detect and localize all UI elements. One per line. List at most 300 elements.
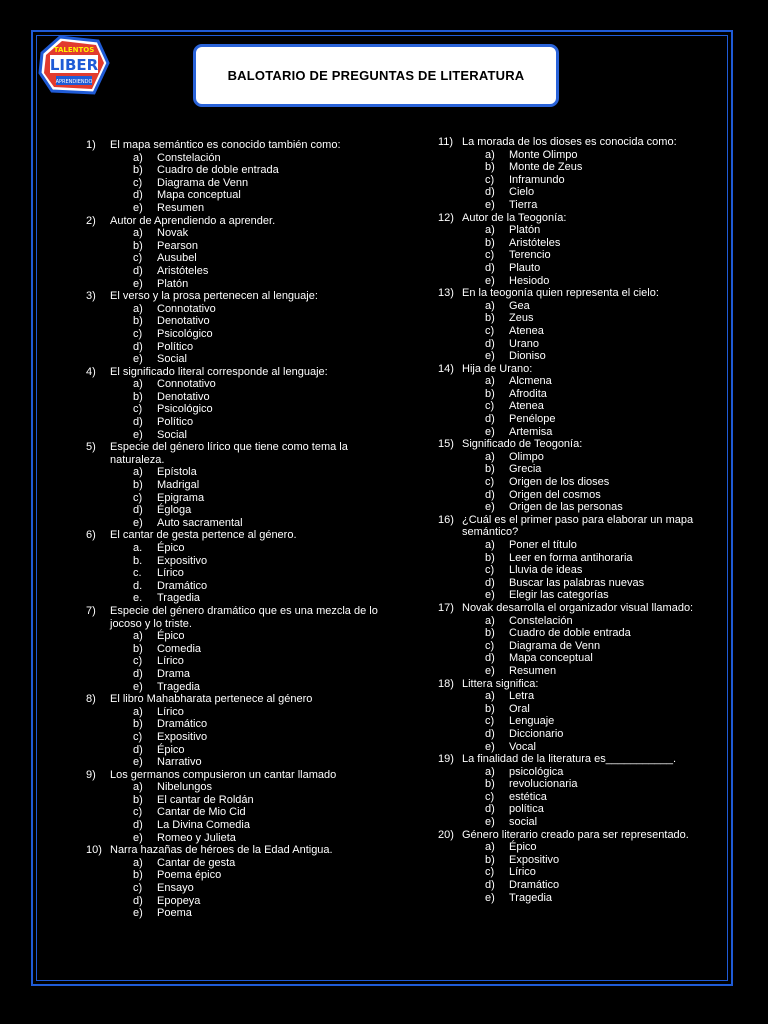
option-letter: e) [485,501,495,514]
answer-option [438,652,738,665]
question-text: El verso y la prosa pertenecen al lenguaje: [110,290,318,303]
option-text: Platón [509,224,541,237]
option-letter: e) [485,589,495,602]
option-text: Tragedia [157,592,201,605]
option-letter: a) [133,856,143,869]
question [86,769,386,782]
answer-option [438,375,738,388]
option-letter: e) [133,353,143,366]
question-text: La morada de los dioses es conocida como: [462,136,677,148]
option-letter: e) [133,277,143,290]
answer-option [86,756,386,769]
answer-option [438,564,738,577]
answer-option [438,703,738,716]
option-text: Poner el título [509,539,577,551]
option-text: Resumen [509,664,557,677]
option-letter: d) [133,667,143,680]
option-text: Épico [157,630,185,643]
answer-option [438,400,738,413]
option-letter: d) [133,894,143,907]
option-text: Terencio [509,249,551,262]
option-letter: b) [133,390,143,403]
option-letter: a) [485,224,495,237]
question-text: Especie del género lírico que tiene como tema la naturaleza. [110,441,348,466]
answer-option [438,640,738,653]
question-number: 10) [86,844,102,857]
answer-option [86,492,386,505]
option-text: psicológica [509,765,564,778]
answer-option [86,177,386,190]
question-text: Novak desarrolla el organizador visual llamado: [462,601,694,614]
option-text: Origen de las personas [509,501,623,514]
option-letter: c) [485,564,495,577]
option-text: Social [157,428,187,441]
answer-option [86,303,386,316]
question-number: 16) [438,513,454,526]
question [438,829,738,842]
option-text: Épico [157,743,185,756]
question-number: 5) [86,441,96,454]
answer-option [86,353,386,366]
option-letter: c) [485,400,495,413]
option-letter: d) [133,416,143,429]
option-text: Monte de Zeus [509,161,583,174]
answer-option [86,806,386,819]
answer-option [86,479,386,492]
option-letter: e) [133,756,143,769]
question-number: 3) [86,290,96,303]
answer-option [438,300,738,313]
answer-option [86,580,386,593]
question-number: 7) [86,604,96,617]
option-letter: b) [485,853,495,866]
option-text: Afrodita [509,387,547,400]
answer-option [438,388,738,401]
option-letter: c) [133,882,143,895]
question [86,290,386,303]
option-text: Inframundo [509,173,565,186]
answer-option [86,655,386,668]
question-text: ¿Cuál es el primer paso para elaborar un mapa semántico? [462,513,694,539]
option-text: Épico [157,542,185,554]
question-text: En la teogonía quien representa el cielo: [462,287,659,300]
option-text: Poema [157,907,192,920]
option-text: Origen del cosmos [509,488,601,501]
option-letter: c) [485,639,495,652]
answer-option [86,378,386,391]
answer-option [438,350,738,363]
option-text: Ausubel [157,252,197,265]
option-letter: c) [485,790,495,803]
option-text: Dramático [509,879,560,892]
option-text: Alcmena [509,375,552,388]
option-letter: d. [133,579,143,592]
option-letter: a) [133,705,143,718]
page-title: BALOTARIO DE PREGUNTAS DE LITERATURA [227,68,525,83]
option-text: Político [157,416,194,429]
option-letter: b. [133,554,143,567]
question-number: 17) [438,601,454,614]
option-text: Cantar de gesta [157,856,236,869]
answer-option [86,252,386,265]
option-letter: c) [485,476,495,489]
question [86,441,386,466]
option-letter: e) [133,907,143,920]
option-text: Urano [509,337,539,350]
svg-text:LIBER: LIBER [49,56,99,74]
svg-text:APRENDIENDO: APRENDIENDO [55,79,93,85]
question-number: 13) [438,287,454,300]
question [438,602,738,615]
option-text: Expositivo [157,554,208,567]
option-text: Buscar las palabras nuevas [509,576,645,589]
answer-option [86,202,386,215]
question [86,215,386,228]
option-text: Olimpo [509,450,544,463]
option-text: Tragedia [509,891,553,904]
option-text: Mapa conceptual [509,652,593,665]
option-letter: d) [485,337,495,350]
answer-option [86,592,386,605]
option-letter: c) [133,327,143,340]
question-text: El libro Mahabharata pertenece al género [110,693,313,706]
option-letter: b) [133,315,143,328]
option-text: Epopeya [157,894,201,907]
option-letter: e) [133,428,143,441]
option-text: Tierra [509,198,538,211]
option-text: Denotativo [157,315,210,328]
option-text: Político [157,340,194,353]
option-letter: b) [133,164,143,177]
option-letter: b) [485,312,495,325]
option-letter: b) [133,793,143,806]
question-number: 19) [438,753,454,766]
question-text: El mapa semántico es conocido también como: [110,139,341,151]
option-letter: a) [485,841,495,854]
question [86,605,386,630]
answer-option [438,589,738,602]
option-letter: a. [133,542,143,554]
question [86,529,386,542]
option-letter: a) [485,299,495,312]
option-letter: a) [133,630,143,643]
option-text: Diccionario [509,727,564,740]
question [438,514,738,539]
option-text: Oral [509,702,530,715]
option-letter: e) [133,831,143,844]
option-text: Monte Olimpo [509,148,578,161]
question [438,363,738,376]
option-text: Auto sacramental [157,516,243,529]
option-letter: d) [485,652,495,665]
option-letter: a) [133,302,143,315]
answer-option [438,778,738,791]
option-text: Plauto [509,261,541,274]
option-text: Lírico [157,567,184,580]
option-text: Poema épico [157,869,222,882]
answer-option [438,489,738,502]
option-text: Cuadro de doble entrada [157,164,279,177]
option-letter: e) [485,425,495,438]
answer-option [438,803,738,816]
answer-option [86,403,386,416]
answer-option [86,341,386,354]
option-text: social [509,816,538,829]
answer-option [438,577,738,590]
option-letter: e) [485,274,495,287]
option-text: Madrigal [157,479,200,492]
answer-option [438,186,738,199]
option-text: Penélope [509,413,556,426]
option-letter: d) [485,186,495,199]
option-text: Diagrama de Venn [509,639,601,652]
option-text: Resumen [157,201,205,214]
option-text: estética [509,790,547,803]
answer-option [86,907,386,920]
option-text: Dioniso [509,350,546,363]
option-letter: b) [485,387,495,400]
answer-option [438,174,738,187]
answer-option [86,882,386,895]
question-number: 15) [438,438,454,451]
answer-option [438,741,738,754]
question [438,438,738,451]
option-text: Nibelungos [157,781,213,794]
answer-option [86,781,386,794]
answer-option [438,476,738,489]
option-letter: e) [133,516,143,529]
option-text: Novak [157,227,189,240]
option-text: Égloga [157,504,192,517]
question-text: La finalidad de la literatura es___________. [462,753,677,766]
option-letter: a) [485,148,495,161]
answer-option [438,463,738,476]
option-text: Epístola [157,466,197,479]
option-letter: c) [133,491,143,504]
option-letter: d) [133,743,143,756]
answer-option [438,199,738,212]
option-letter: e) [485,740,495,753]
answer-option [86,555,386,568]
option-letter: c) [133,403,143,416]
answer-option [86,315,386,328]
option-letter: d) [133,189,143,202]
question-text: Género literario creado para ser representado. [462,828,689,841]
answer-option [438,501,738,514]
question [86,139,386,152]
option-letter: a) [485,450,495,463]
question-number: 2) [86,214,96,227]
question-text: Autor de Aprendiendo a aprender. [110,214,276,227]
question-text: Los germanos compusieron un cantar llamado [110,768,337,781]
question-number: 9) [86,768,96,781]
answer-option [438,816,738,829]
option-letter: e. [133,592,143,605]
answer-option [86,416,386,429]
question-text: El significado literal corresponde al lenguaje: [110,365,328,378]
answer-option [86,706,386,719]
option-letter: e) [485,664,495,677]
question-text: Autor de la Teogonía: [462,211,567,224]
option-letter: b) [485,161,495,174]
option-text: Platón [157,277,189,290]
option-text: Épico [509,841,537,854]
question-text: El cantar de gesta pertence al género. [110,529,297,542]
answer-option [86,278,386,291]
answer-option [438,854,738,867]
option-text: Dramático [157,718,208,731]
answer-option [86,504,386,517]
option-letter: b) [133,869,143,882]
option-letter: b) [485,778,495,791]
option-text: Cuadro de doble entrada [509,627,631,640]
answer-option [438,841,738,854]
option-letter: c) [133,655,143,668]
option-text: Atenea [509,324,544,337]
question-number: 6) [86,529,96,542]
answer-option [86,668,386,681]
question-number: 12) [438,211,454,224]
option-letter: a) [133,781,143,794]
option-letter: c) [133,252,143,265]
option-letter: c) [485,715,495,728]
answer-option [86,189,386,202]
option-letter: a) [133,227,143,240]
answer-option [86,794,386,807]
option-letter: b) [133,718,143,731]
option-letter: c. [133,567,142,580]
option-letter: a) [485,375,495,388]
answer-option [438,325,738,338]
option-letter: b) [485,551,495,564]
answer-option [86,857,386,870]
option-text: Diagrama de Venn [157,176,249,189]
option-letter: d) [485,803,495,816]
answer-option [86,744,386,757]
answer-option [438,766,738,779]
answer-option [438,161,738,174]
option-text: Constelación [157,151,221,164]
option-text: Constelación [509,614,573,627]
option-text: Grecia [509,463,542,476]
question-number: 18) [438,677,454,690]
option-text: Lenguaje [509,715,555,728]
answer-option [438,275,738,288]
option-text: Hesiodo [509,274,550,287]
option-text: Lírico [157,655,184,668]
option-letter: d) [485,879,495,892]
school-logo [38,33,110,99]
answer-option [86,517,386,530]
answer-option [86,567,386,580]
option-letter: b) [133,642,143,655]
option-text: Drama [157,667,191,680]
question-number: 20) [438,828,454,841]
option-text: Origen de los dioses [509,476,610,489]
answer-option [438,249,738,262]
option-text: Artemisa [509,425,553,438]
option-letter: a) [485,539,495,551]
option-letter: b) [485,236,495,249]
question [438,678,738,691]
option-text: Aristóteles [509,236,561,249]
option-text: Zeus [509,312,534,325]
option-letter: e) [485,816,495,829]
answer-option [438,715,738,728]
answer-option [86,731,386,744]
answer-option [438,728,738,741]
answer-option [438,262,738,275]
option-letter: a) [133,151,143,164]
answer-option [438,791,738,804]
option-text: La Divina Comedia [157,819,250,832]
option-letter: d) [133,504,143,517]
option-text: Cantar de Mio Cid [157,806,246,819]
option-letter: e) [133,680,143,693]
option-letter: d) [485,261,495,274]
option-text: Social [157,353,187,366]
question-number: 14) [438,362,454,375]
option-text: Connotativo [157,378,216,391]
question-number: 11) [438,136,454,148]
option-text: Mapa conceptual [157,189,241,202]
answer-option [438,312,738,325]
option-text: Epigrama [157,491,205,504]
option-text: Ensayo [157,882,194,895]
answer-option [438,879,738,892]
option-text: Expositivo [157,730,208,743]
answer-option [438,237,738,250]
option-text: Expositivo [509,853,560,866]
option-text: Psicológico [157,403,213,416]
option-text: Psicológico [157,327,213,340]
answer-option [86,265,386,278]
option-letter: d) [485,488,495,501]
answer-option [438,615,738,628]
option-text: Lluvia de ideas [509,564,583,577]
answer-option [438,224,738,237]
option-letter: e) [485,350,495,363]
option-letter: c) [133,176,143,189]
option-letter: b) [485,627,495,640]
option-text: Narrativo [157,756,202,769]
option-text: Cielo [509,186,535,199]
answer-option [86,429,386,442]
option-text: Lírico [509,866,536,879]
answer-option [86,227,386,240]
question-text: Littera significa: [462,677,539,690]
option-letter: a) [133,466,143,479]
answer-option [438,426,738,439]
questions-column-right [438,136,738,904]
question-text: Especie del género dramático que es una mezcla de lo jocoso y lo triste. [110,604,378,630]
answer-option [438,552,738,565]
answer-option [86,391,386,404]
question [438,753,738,766]
questions-column-left [86,139,386,920]
answer-option [86,819,386,832]
answer-option [438,665,738,678]
question-text: Narra hazañas de héroes de la Edad Antigua. [110,844,333,857]
question-number: 1) [86,139,96,151]
question [86,366,386,379]
answer-option [86,895,386,908]
option-letter: c) [485,866,495,879]
option-text: Elegir las categorías [509,589,609,602]
option-text: Tragedia [157,680,201,693]
option-text: Dramático [157,579,208,592]
answer-option [438,149,738,162]
